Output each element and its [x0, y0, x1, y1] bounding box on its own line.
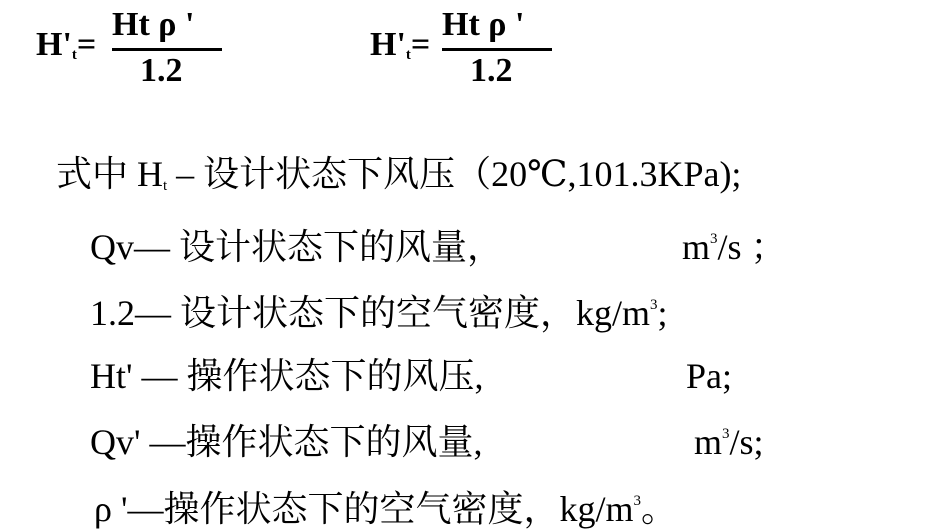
definition-line-5 [72, 388, 483, 460]
formula-lhs-main: H' [36, 26, 72, 63]
unit-tail: ; [657, 293, 668, 333]
formula-numerator: Ht ρ ' [442, 6, 525, 43]
definition-unit-2 [664, 193, 787, 265]
formula-equals: = [76, 26, 97, 63]
unit-main: m [694, 422, 723, 462]
formula-lhs [36, 26, 96, 64]
unit-superscript: 3 [710, 231, 718, 247]
definition-subscript: t [163, 178, 168, 194]
fraction-bar [442, 48, 552, 51]
formula-lhs-subscript: t [405, 47, 411, 63]
definition-text: – 设计状态下风压（20℃,101.3KPa); [167, 154, 742, 194]
fraction-bar [112, 48, 222, 51]
definition-term: Ht' — 操作状态下的风压, [90, 356, 484, 396]
definition-line-3 [72, 259, 668, 331]
unit-tail: /s ； [717, 227, 787, 267]
definition-line-6 [76, 455, 677, 527]
unit-superscript: 3 [633, 493, 641, 509]
formula-left [36, 6, 276, 98]
formula-lhs-subscript: t [71, 47, 77, 63]
formula-lhs [370, 26, 430, 64]
definition-term: ρ '—操作状态下的空气密度， [94, 489, 560, 529]
unit-superscript: 3 [650, 297, 658, 313]
definition-term: Qv— 设计状态下的风量， [90, 227, 503, 267]
formula-denominator: 1.2 [470, 52, 513, 89]
definition-line-1 [38, 120, 741, 194]
formula-numerator: Ht ρ ' [112, 6, 195, 43]
unit-main: kg/m [576, 293, 651, 333]
definition-term: Qv' —操作状态下的风量, [90, 422, 483, 462]
formula-lhs-main: H' [370, 26, 406, 63]
formula-right [370, 6, 610, 98]
definition-prefix: 式中 H [56, 154, 163, 194]
formula-denominator: 1.2 [140, 52, 183, 89]
formula-equals: = [410, 26, 431, 63]
unit-tail: 。 [640, 489, 677, 529]
unit-main: Pa; [686, 356, 733, 396]
definition-unit-4 [668, 322, 732, 394]
unit-main: kg/m [559, 489, 634, 529]
unit-main: m [682, 227, 711, 267]
definition-unit-5 [676, 388, 764, 460]
definition-line-2 [72, 193, 503, 265]
definition-line-4 [72, 322, 484, 394]
unit-tail: /s; [729, 422, 764, 462]
unit-superscript: 3 [722, 426, 730, 442]
definition-term: 1.2— 设计状态下的空气密度， [90, 293, 577, 333]
